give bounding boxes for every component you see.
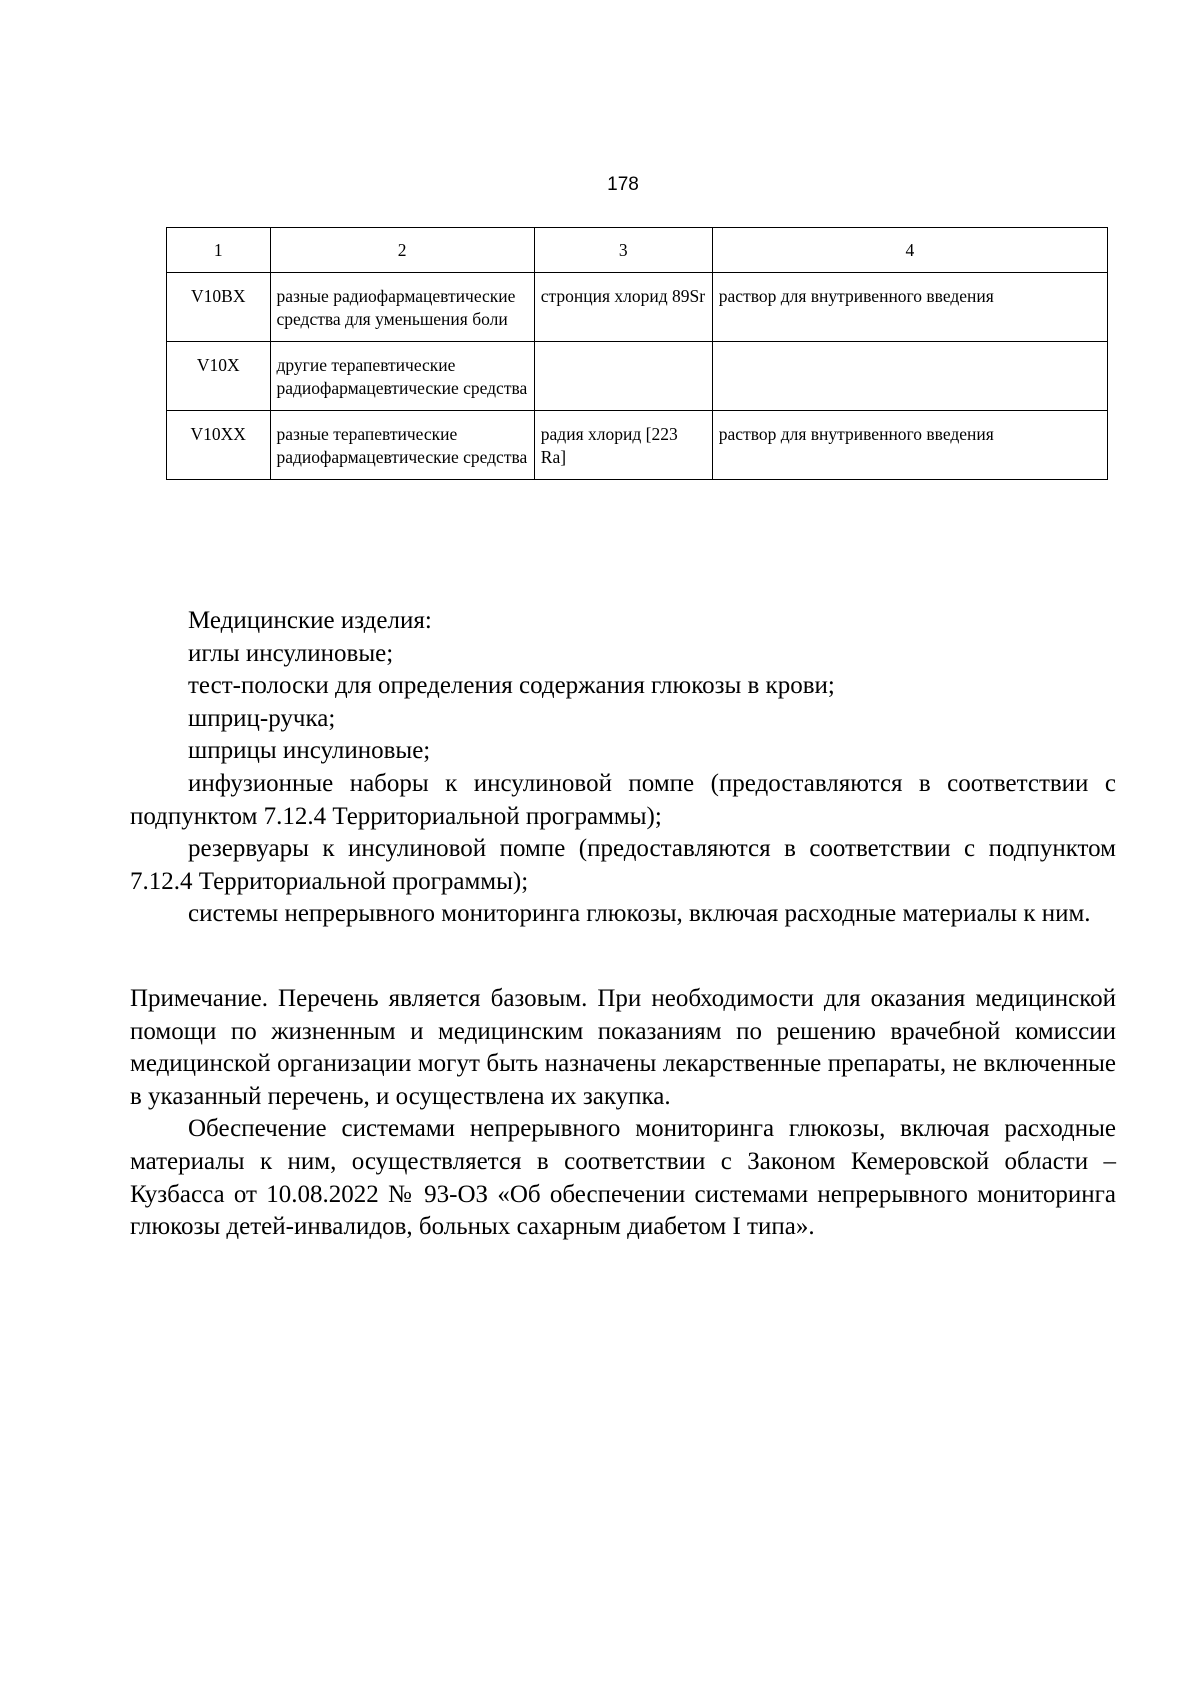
note-paragraph-2: Обеспечение системами непрерывного мониторинга глюкозы, включая расходные материалы к ним, осуществляется в соответствии с Законом Кемеровской области – Кузбасса от 10.08.2022 № 93-ОЗ «Об обеспечении системами непрерывного мониторинга глюкозы детей-инвалидов, больных сахарным диабетом I типа». — [130, 1115, 1116, 1241]
note-section — [130, 983, 1116, 1244]
substance-cell: радия хлорид [223 Ra] — [534, 411, 712, 480]
note-paragraph: Примечание. Перечень является базовым. При необходимости для оказания медицинской помощи по жизненным и медицинским показаниям по решению врачебной комиссии медицинской организации могут быть назначены лекарственные препараты, не включенные в указанный перечень, и осуществлена их закупка. — [130, 985, 1116, 1110]
dosage-form-cell: раствор для внутривенного введения — [712, 273, 1107, 342]
column-header-4: 4 — [712, 228, 1107, 273]
page-number: 178 — [607, 174, 639, 195]
group-cell: разные радиофармацевтические средства для уменьшения боли — [270, 273, 534, 342]
dosage-form-cell: раствор для внутривенного введения — [712, 411, 1107, 480]
column-header-3: 3 — [534, 228, 712, 273]
column-header-1: 1 — [167, 228, 271, 273]
substance-cell — [534, 342, 712, 411]
medical-device-item: системы непрерывного мониторинга глюкозы, включая расходные материалы к ним. — [188, 900, 1091, 928]
table-row — [167, 411, 1108, 480]
table-header-row — [167, 228, 1108, 273]
table-row — [167, 342, 1108, 411]
medical-devices-heading: Медицинские изделия: — [188, 607, 432, 634]
medical-device-item: иглы инсулиновые; — [188, 639, 394, 667]
substance-cell: стронция хлорид 89Sr — [534, 273, 712, 342]
group-cell: другие терапевтические радиофармацевтические средства — [270, 342, 534, 411]
medical-device-item: резервуары к инсулиновой помпе (предоставляются в соответствии с подпунктом 7.12.4 Территориальной программы); — [130, 835, 1116, 895]
dosage-form-cell — [712, 342, 1107, 411]
drug-table — [166, 227, 1108, 480]
medical-device-item: тест-полоски для определения содержания глюкозы в крови; — [188, 672, 835, 700]
atc-code-cell: V10XX — [167, 411, 271, 480]
medical-devices-section — [130, 605, 1116, 931]
medical-device-item: шприц-ручка; — [188, 704, 336, 732]
table-row — [167, 273, 1108, 342]
atc-code-cell: V10X — [167, 342, 271, 411]
column-header-2: 2 — [270, 228, 534, 273]
group-cell: разные терапевтические радиофармацевтические средства — [270, 411, 534, 480]
medical-device-item: шприцы инсулиновые; — [188, 737, 431, 765]
medical-device-item: инфузионные наборы к инсулиновой помпе (предоставляются в соответствии с подпунктом 7.12.4 Территориальной программы); — [130, 769, 1116, 830]
atc-code-cell: V10BX — [167, 273, 271, 342]
